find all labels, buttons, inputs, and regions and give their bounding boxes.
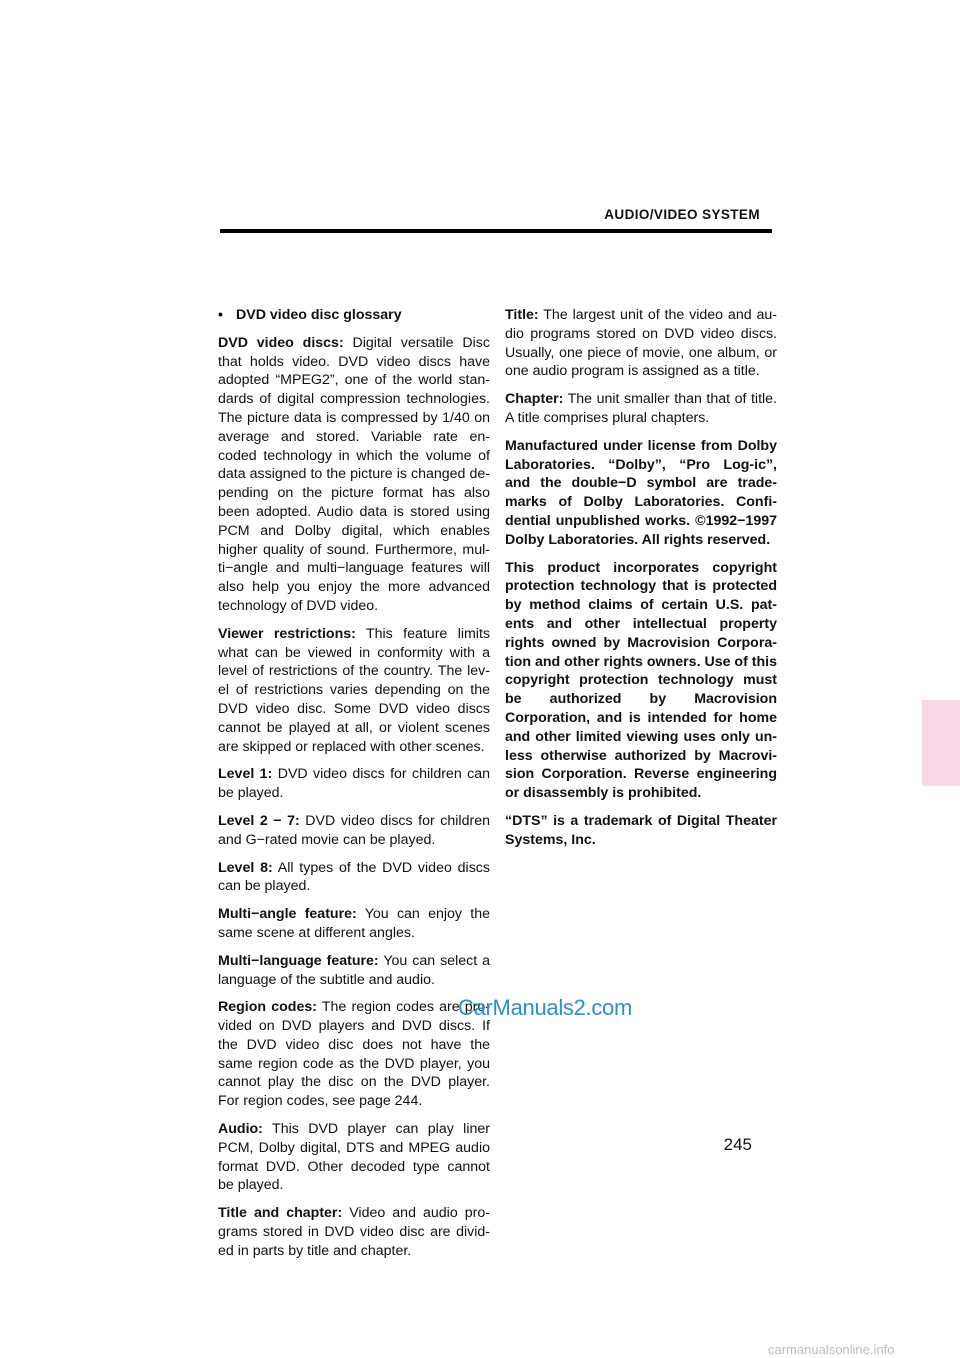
- entry-text: You can select a language of the subtitle and audio.: [218, 952, 490, 988]
- entry-term: Viewer restrictions:: [218, 625, 356, 642]
- glossary-entry: [218, 905, 490, 943]
- entry-term: Level 2 − 7:: [218, 812, 300, 829]
- entry-term: DVD video discs:: [218, 334, 344, 351]
- glossary-heading-text: DVD video disc glossary: [236, 307, 402, 323]
- watermark: CarManuals2.com: [458, 995, 633, 1020]
- glossary-entry: [218, 334, 490, 616]
- entry-text: The unit smaller than that of title. A title comprises plural chapters.: [505, 391, 777, 426]
- glossary-entry: [505, 306, 777, 381]
- entry-text: You can enjoy the same scene at different angles.: [218, 906, 490, 941]
- dts-notice: “DTS” is a trademark of Digital Theater Systems, Inc.: [505, 812, 777, 848]
- dolby-notice: Manufactured under license from Dolby Laboratories. “Dolby”, “Pro Log-ic”, and the double−D symbol are trade-marks of Dolby Laboratories. Confi-dential unpublished works. ©1992−1997 Dolby Laboratories. All rights reserved.: [505, 437, 777, 548]
- entry-term: Title:: [505, 307, 539, 323]
- entry-text: This DVD player can play liner PCM, Dolby digital, DTS and MPEG audio format DVD. Other decoded type cannot be played.: [218, 1121, 490, 1194]
- entry-term: Level 1:: [218, 766, 273, 783]
- glossary-entry: [218, 1120, 490, 1195]
- entry-text: DVD video discs for children and G−rated movie can be played.: [218, 812, 490, 848]
- glossary-entry: [218, 859, 490, 897]
- entry-term: Multi−angle feature:: [218, 906, 357, 923]
- glossary-entry: [218, 625, 490, 757]
- entry-text: Video and audio pro-grams stored in DVD video disc are divid-ed in parts by title and chapter.: [218, 1205, 490, 1259]
- entry-text: This feature limits what can be viewed in conformity with a level of restrictions of the country. The lev-el of restrictions varies depending on the DVD video disc. Some DVD video discs cannot be played at all, or violent scenes are skipped or replaced with other scenes.: [218, 625, 490, 755]
- entry-term: Multi−language feature:: [218, 952, 379, 969]
- glossary-entry: [218, 1204, 490, 1260]
- header-rule: [220, 229, 772, 233]
- entry-term: Level 8:: [218, 859, 273, 876]
- glossary-entry: [218, 952, 490, 990]
- entry-text: The region codes are pro-vided on DVD players and DVD discs. If the DVD video disc does not have the same region code as the DVD player, you cannot play the disc on the DVD player. For region codes, see page 244.: [218, 999, 490, 1110]
- left-column: [218, 306, 490, 1270]
- glossary-entry: [218, 998, 490, 1111]
- entry-term: Region codes:: [218, 999, 317, 1016]
- glossary-entry: [218, 765, 490, 803]
- macrovision-notice: This product incorporates copyright protection technology that is protected by method claims of certain U.S. pat-ents and other intellectual property rights owned by Macrovision Corpora-tion and other rights owners. Use of this copyright protection technology must be authorized by Macrovision Corporation, and is intended for home and other limited viewing uses only un-less otherwise authorized by Macrovi-sion Corporation. Reverse engineering or disassembly is prohibited.: [505, 559, 777, 802]
- glossary-heading: [218, 306, 490, 325]
- page-number: 245: [723, 1135, 752, 1154]
- entry-text: Digital versatile Disc that holds video. DVD video discs have adopted “MPEG2”, one of the world stan-dards of digital compression technologies. The picture data is compressed by 1/40 on average and stored. Variable rate en-coded technology in which the volume of data assigned to the picture is changed de-pending on the picture format has also been adopted. Audio data is stored using PCM and Dolby digital, which enables higher quality of sound. Furthermore, mul-ti−angle and multi−language features will also help you enjoy the more advanced technology of DVD video.: [218, 334, 490, 614]
- entry-term: Title and chapter:: [218, 1205, 343, 1222]
- bullet-icon: •: [218, 307, 223, 323]
- glossary-entry: [505, 390, 777, 428]
- section-side-tab: [922, 700, 960, 786]
- section-title: AUDIO/VIDEO SYSTEM: [604, 207, 760, 222]
- glossary-entry: [218, 812, 490, 850]
- entry-term: Audio:: [218, 1121, 263, 1138]
- entry-text: All types of the DVD video discs can be played.: [218, 859, 490, 895]
- entry-term: Chapter:: [505, 391, 564, 408]
- entry-text: The largest unit of the video and au-dio programs stored on DVD video discs. Usually, one piece of movie, one album, or one audio program is assigned as a title.: [505, 307, 777, 380]
- entry-text: DVD video discs for children can be played.: [218, 766, 490, 802]
- right-column: [505, 306, 777, 859]
- footer-watermark: carmanualsonline.info: [768, 1342, 895, 1357]
